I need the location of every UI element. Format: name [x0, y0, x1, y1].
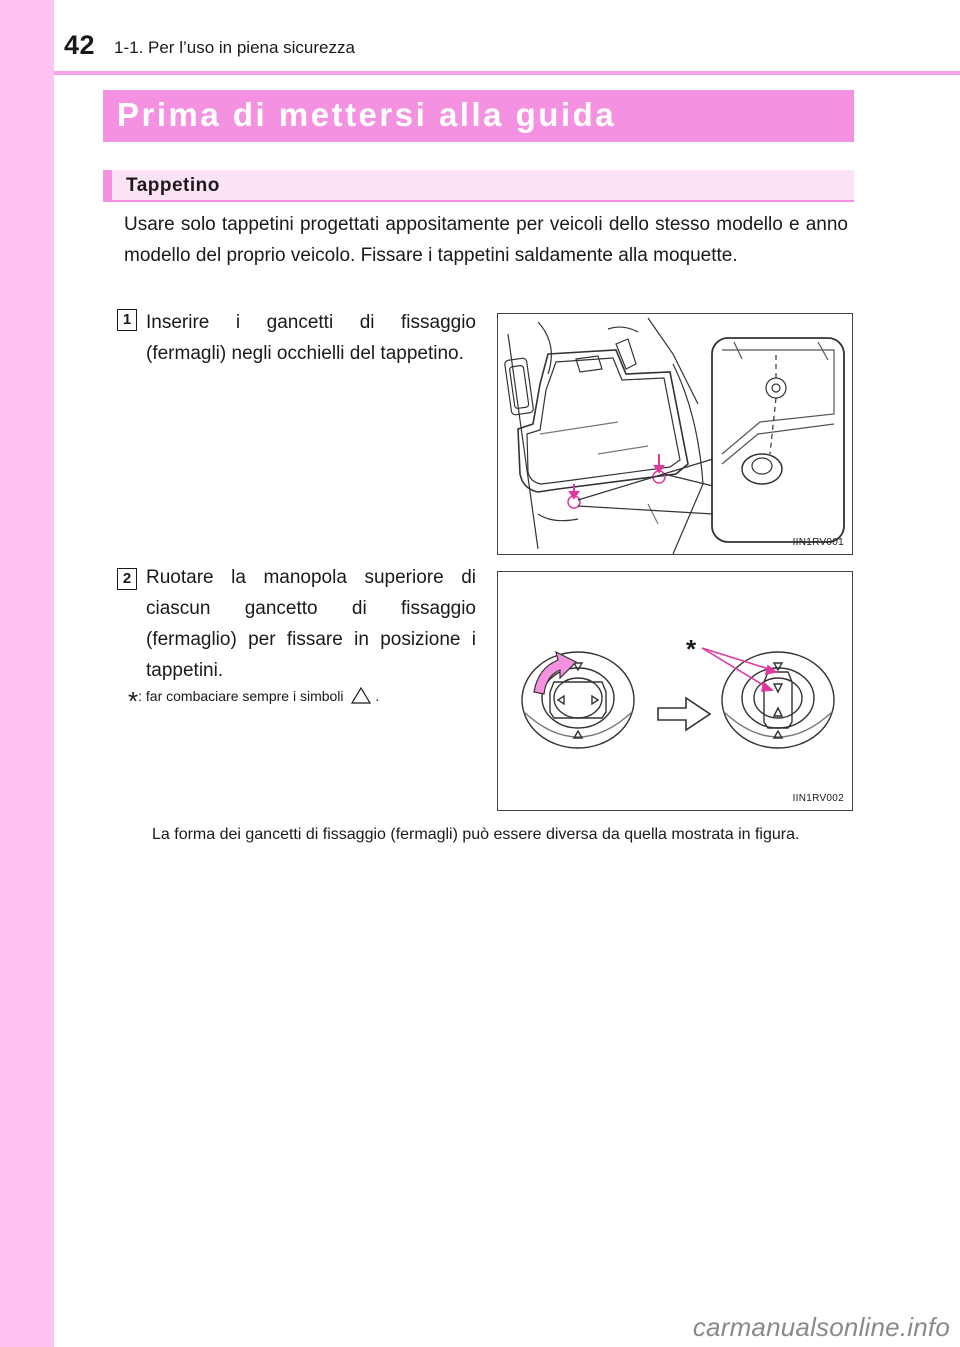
figure-code-1: IIN1RV001 [792, 537, 844, 548]
clip-rotation-illustration [498, 572, 852, 810]
header-rule [54, 71, 960, 75]
footnote: La forma dei gancetti di fissaggio (fermagli) può essere diversa da quella mostrata in figura. [152, 826, 800, 843]
side-strip [0, 0, 54, 1347]
section-banner [103, 90, 854, 142]
intro-paragraph: Usare solo tappetini progettati appositamente per veicoli dello stesso modello e anno modello del proprio veicolo. Fissare i tappetini saldamente alla moquette. [124, 214, 848, 266]
note-asterisk: * [128, 686, 139, 716]
watermark: carmanualsonline.info [692, 1312, 950, 1342]
figure-clip-rotation [497, 571, 853, 811]
step-text-2: Ruotare la manopola superiore di ciascun gancetto di fissaggio (fermaglio) per fissare in posizione i tappetini. [146, 567, 476, 681]
subsection-banner [103, 170, 854, 202]
figure-code-2: IIN1RV002 [792, 793, 844, 804]
step-number-2: 2 [117, 568, 137, 590]
step-number-1: 1 [117, 309, 137, 331]
figure-floor-mat [497, 313, 853, 555]
floor-mat-illustration [498, 314, 852, 554]
note-text-before: : far combaciare sempre i simboli [138, 688, 344, 704]
section-title: Prima di mettersi alla guida [117, 96, 617, 133]
triangle-symbol-icon [351, 687, 371, 704]
figure-asterisk: * [686, 634, 697, 664]
chapter-title: 1-1. Per l’uso in piena sicurezza [114, 38, 355, 57]
step-text-1: Inserire i gancetti di fissaggio (fermagli) negli occhielli del tappetino. [146, 312, 476, 364]
subsection-title: Tappetino [126, 175, 220, 196]
symbol-note [128, 686, 379, 717]
note-text-after: . [375, 688, 380, 704]
subsection-bar [103, 170, 112, 200]
page-number: 42 [64, 30, 96, 60]
